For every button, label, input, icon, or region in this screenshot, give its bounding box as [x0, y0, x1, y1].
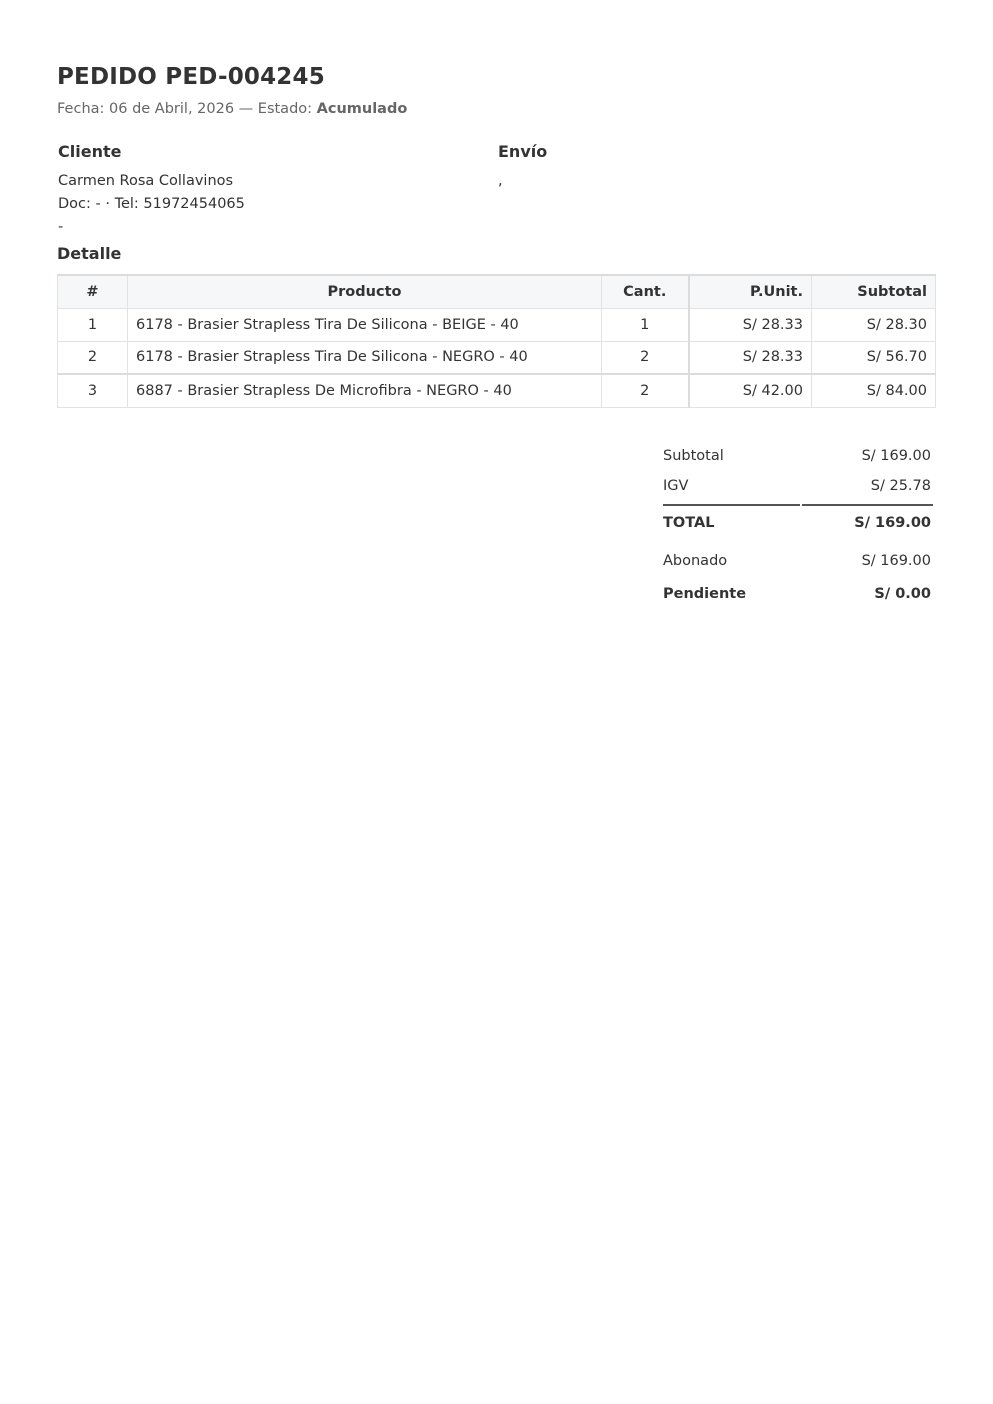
pendiente-value: S/ 0.00 — [874, 586, 931, 602]
client-name: Carmen Rosa Collavinos — [58, 173, 234, 189]
items-table — [57, 274, 936, 408]
total-label: TOTAL — [663, 515, 715, 531]
pendiente-label: Pendiente — [663, 586, 747, 602]
totals-igv-row — [663, 478, 935, 500]
column-header-unit-price: P.Unit. — [689, 275, 812, 308]
order-meta — [57, 98, 935, 120]
row-number: 3 — [58, 374, 128, 407]
totals-subtotal-row — [663, 448, 935, 470]
igv-label: IGV — [663, 478, 689, 494]
igv-value: S/ 25.78 — [870, 478, 931, 494]
table-header-row — [58, 275, 936, 308]
row-unit-price: S/ 42.00 — [689, 374, 812, 407]
total-divider-left — [663, 504, 800, 506]
detail-heading: Detalle — [57, 244, 122, 263]
subtotal-label: Subtotal — [663, 448, 724, 464]
row-number: 1 — [58, 308, 128, 341]
subtotal-value: S/ 169.00 — [861, 448, 931, 464]
row-number: 2 — [58, 341, 128, 374]
column-header-quantity: Cant. — [602, 275, 689, 308]
column-header-number: # — [58, 275, 128, 308]
row-subtotal: S/ 56.70 — [812, 341, 936, 374]
column-header-subtotal: Subtotal — [812, 275, 936, 308]
totals-pendiente-row — [663, 586, 935, 608]
parties-section — [57, 140, 935, 242]
shipping-block — [498, 140, 547, 193]
shipping-heading: Envío — [498, 142, 548, 161]
row-quantity: 2 — [602, 374, 689, 407]
client-block — [58, 140, 245, 239]
client-doc-phone: Doc: - · Tel: 51972454065 — [58, 196, 245, 212]
order-date-status: Fecha: 06 de Abril, 2026 — Estado: — [57, 101, 317, 117]
order-document — [57, 60, 935, 602]
row-product: 6178 - Brasier Strapless Tira De Silicona - BEIGE - 40 — [128, 308, 602, 341]
shipping-address: , — [498, 173, 503, 189]
page-title: PEDIDO PED-004245 — [57, 64, 325, 90]
column-header-product: Producto — [128, 275, 602, 308]
table-row — [58, 341, 936, 374]
client-heading: Cliente — [58, 142, 122, 161]
row-product: 6887 - Brasier Strapless De Microfibra - NEGRO - 40 — [128, 374, 602, 407]
table-row — [58, 308, 936, 341]
status-value: Acumulado — [316, 101, 408, 117]
abonado-value: S/ 169.00 — [861, 553, 931, 569]
row-product: 6178 - Brasier Strapless Tira De Silicona - NEGRO - 40 — [128, 341, 602, 374]
totals-total-row — [663, 515, 935, 537]
client-extra: - — [58, 219, 64, 235]
row-quantity: 1 — [602, 308, 689, 341]
row-unit-price: S/ 28.33 — [689, 341, 812, 374]
total-value: S/ 169.00 — [854, 515, 931, 531]
abonado-label: Abonado — [663, 553, 728, 569]
row-subtotal: S/ 28.30 — [812, 308, 936, 341]
row-unit-price: S/ 28.33 — [689, 308, 812, 341]
row-quantity: 2 — [602, 341, 689, 374]
total-divider-right — [802, 504, 933, 506]
table-row — [58, 374, 936, 407]
row-subtotal: S/ 84.00 — [812, 374, 936, 407]
totals-abonado-row — [663, 553, 935, 575]
